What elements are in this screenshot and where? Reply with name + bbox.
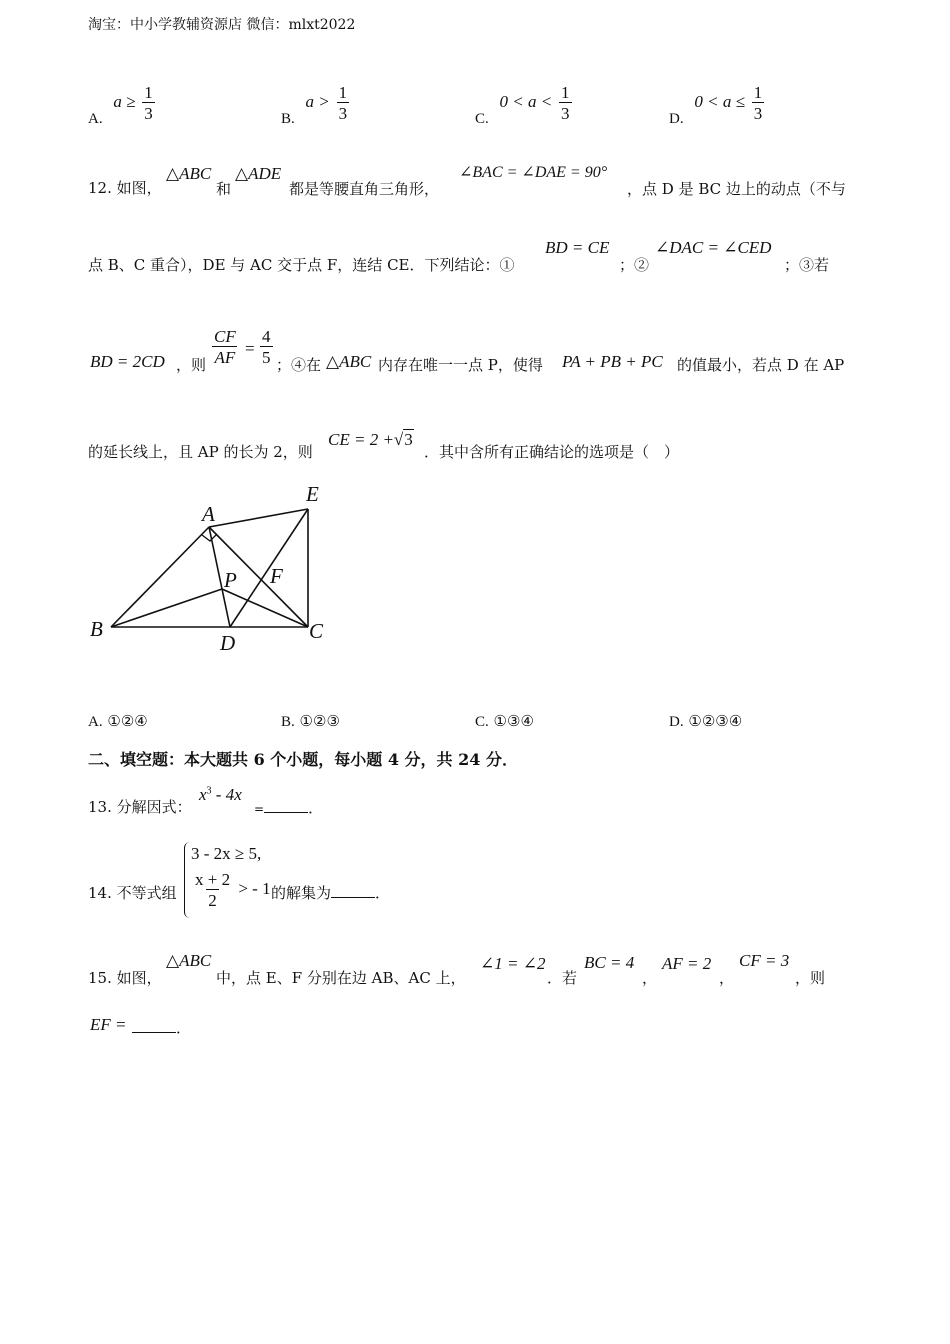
- point-label-b: B: [90, 617, 103, 641]
- q12-sum-pa-pb-pc: PA + PB + PC: [562, 352, 663, 371]
- frac-numerator: CF: [214, 327, 236, 346]
- option-label: D.: [669, 714, 684, 730]
- frac-numerator: 1: [338, 83, 348, 102]
- frac-numerator: 1: [753, 83, 763, 102]
- q15-ef: EF =: [90, 1015, 127, 1034]
- frac-denominator: 5: [262, 348, 271, 367]
- frac-numerator: 1: [561, 83, 570, 102]
- point-label-c: C: [309, 619, 324, 643]
- q12-line3-suffix: 的值最小，若点 D 在 AP: [677, 356, 845, 374]
- q12-bd-2cd: BD = 2CD: [90, 352, 165, 371]
- option-label: B.: [281, 714, 295, 730]
- q15-bc: BC = 4: [584, 953, 635, 972]
- q12-angle-eq: ∠BAC = ∠DAE = 90°: [459, 164, 608, 181]
- q12-option-b[interactable]: [281, 712, 340, 731]
- option-expr: 0 < a ≤: [694, 92, 745, 111]
- q15-end: ．: [176, 1019, 192, 1037]
- frac-denominator: 3: [144, 104, 153, 123]
- q14-suffix: 的解集为: [271, 884, 332, 902]
- q13-x: x: [199, 785, 207, 804]
- q12-line1-mid: 都是等腰直角三角形，: [289, 180, 440, 198]
- q12-tri-abc-2: △ABC: [326, 352, 372, 371]
- q12-line1-prefix: 12. 如图，: [88, 179, 162, 197]
- q12-conclusion-1: BD = CE: [545, 238, 610, 257]
- option-text: ①③④: [493, 712, 534, 730]
- q15-prefix: 15. 如图，: [88, 969, 162, 987]
- q11-option-d[interactable]: [669, 83, 766, 127]
- q11-option-b[interactable]: [281, 83, 351, 127]
- q14-end: ．: [375, 884, 391, 902]
- q15-answer: [132, 1017, 191, 1038]
- header-shop-text: 淘宝：中小学教辅资源店 微信：mlxt2022: [88, 17, 356, 33]
- q12-option-d[interactable]: [669, 712, 742, 731]
- ce-root: 3: [404, 430, 413, 449]
- q12-sep-2: ；②: [619, 256, 650, 274]
- q15-if: ．若: [547, 969, 578, 987]
- q15-then: ，则: [795, 969, 826, 987]
- q12-line3-mid: ；④在: [276, 356, 322, 374]
- option-text: ①②③: [299, 712, 340, 730]
- q13-answer: [254, 797, 323, 818]
- option-label: D.: [669, 111, 684, 127]
- option-expr: 0 < a <: [499, 92, 553, 111]
- point-label-e: E: [306, 482, 319, 506]
- q15-angles: ∠1 = ∠2: [480, 954, 546, 973]
- section-2-title: 二、填空题：本大题共 6 个小题，每小题 4 分，共 24 分．: [88, 750, 518, 769]
- q15-af: AF = 2: [662, 954, 712, 973]
- option-text: ①②③④: [688, 712, 743, 730]
- q12-ce-expr: CE = 2 +√3: [328, 430, 413, 449]
- frac-numerator: 1: [144, 83, 153, 102]
- q15-comma-2: ，: [719, 969, 735, 987]
- frac-denominator: AF: [214, 348, 236, 367]
- q12-option-a[interactable]: [88, 712, 148, 731]
- q13-rest: - 4x: [211, 785, 242, 804]
- frac-numerator: x + 2: [195, 870, 231, 889]
- segment-pb: [111, 589, 222, 627]
- q12-then: ，则: [176, 356, 207, 374]
- q12-tri-ade: △ADE: [235, 164, 282, 183]
- frac-denominator: 3: [338, 104, 348, 123]
- q14-inequality-2: [191, 871, 271, 909]
- q12-line1-suffix: ，点 D 是 BC 边上的动点（不与: [627, 180, 846, 198]
- q13-prefix: 13. 分解因式：: [88, 798, 192, 816]
- q14-inequality-1: 3 - 2x ≥ 5,: [191, 844, 262, 863]
- frac-denominator: 3: [753, 104, 763, 123]
- q12-equals: =: [245, 339, 255, 358]
- segment-pc: [222, 589, 308, 627]
- q12-fraction-cf-af: [210, 328, 240, 366]
- point-label-a: A: [202, 502, 215, 526]
- q14-suffix-wrap: [271, 882, 390, 903]
- q12-fraction-4-5: [258, 328, 275, 366]
- point-label-p: P: [224, 568, 237, 592]
- q15-comma-1: ，: [642, 969, 658, 987]
- q12-tri-abc: △ABC: [166, 164, 212, 183]
- q12-option-c[interactable]: [475, 712, 534, 731]
- q15-cf: CF = 3: [739, 951, 790, 970]
- frac-denominator: 3: [561, 104, 570, 123]
- q14-system-brace: [184, 842, 191, 918]
- q15-blank[interactable]: [132, 1020, 176, 1033]
- q13-blank[interactable]: [264, 800, 308, 813]
- segment-ab: [111, 527, 209, 627]
- q14-prefix: 14. 不等式组: [88, 884, 177, 902]
- point-label-f: F: [270, 564, 283, 588]
- q11-option-a[interactable]: [88, 83, 157, 127]
- q13-equals: =: [254, 802, 265, 816]
- q15-mid: 中，点 E、F 分别在边 AB、AC 上，: [216, 969, 466, 987]
- q13-end: ．: [308, 799, 324, 817]
- q14-ineq2-rhs: > - 1: [238, 878, 271, 898]
- q12-line3-mid2: 内存在唯一一点 P，使得: [378, 356, 543, 374]
- q15-tri-abc: △ABC: [166, 951, 212, 970]
- option-label: C.: [475, 111, 489, 127]
- option-text: ①②④: [107, 712, 148, 730]
- q12-sep-3: ；③若: [784, 256, 830, 274]
- q12-conclusion-2: ∠DAC = ∠CED: [655, 238, 772, 257]
- option-expr: a >: [305, 92, 330, 111]
- option-label: A.: [88, 714, 103, 730]
- q13-expression: [199, 785, 242, 805]
- q12-line2-prefix: 点 B、C 重合），DE 与 AC 交于点 F，连结 CE．下列结论：①: [88, 256, 515, 274]
- option-label: A.: [88, 111, 103, 127]
- q12-geometry-figure: [86, 480, 336, 660]
- option-expr: a ≥: [113, 92, 136, 111]
- q12-and: 和: [216, 180, 232, 198]
- q12-line4-suffix: ．其中含所有正确结论的选项是（ ）: [424, 443, 680, 461]
- q11-option-c[interactable]: [475, 83, 574, 127]
- q12-line4-prefix: 的延长线上，且 AP 的长为 2，则: [88, 443, 313, 461]
- right-angle-mark: [202, 534, 217, 541]
- segment-ae: [209, 509, 308, 527]
- q14-blank[interactable]: [331, 885, 375, 898]
- q13-exponent: 3: [206, 785, 212, 797]
- frac-denominator: 2: [208, 891, 217, 910]
- ce-lhs: CE = 2 +: [328, 430, 394, 449]
- frac-numerator: 4: [262, 327, 271, 346]
- option-label: C.: [475, 714, 489, 730]
- point-label-d: D: [220, 631, 236, 655]
- option-label: B.: [281, 111, 295, 127]
